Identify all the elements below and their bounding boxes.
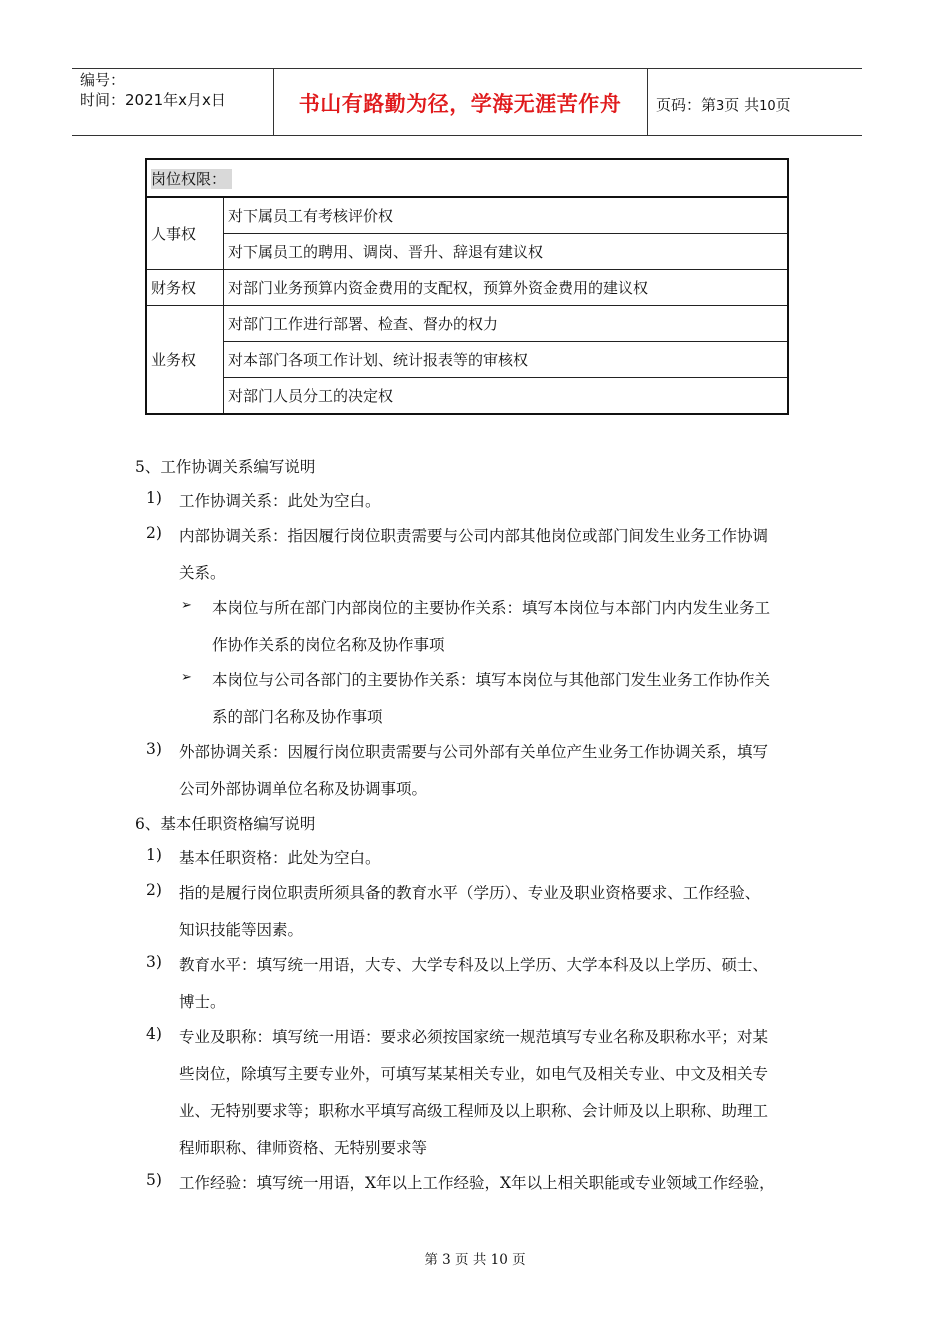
doc-time-label: 时间：2021年x月x日 [80, 91, 226, 109]
bullet-text: 作协作关系的岗位名称及协作事项 [212, 636, 445, 654]
list-item-text: 基本任职资格：此处为空白。 [179, 849, 381, 867]
list-item-text: 工作协调关系：此处为空白。 [179, 492, 381, 510]
page-number: 3 [716, 99, 725, 114]
list-item-text: 关系。 [179, 564, 226, 582]
arrow-bullet-icon: ➢ [181, 670, 192, 685]
list-item-text: 内部协调关系：指因履行岗位职责需要与公司内部其他岗位或部门间发生业务工作协调 [179, 527, 769, 545]
section-5-title: 5、工作协调关系编写说明 [135, 458, 316, 476]
bullet-text: 本岗位与所在部门内部岗位的主要协作关系：填写本岗位与本部门内内发生业务工 [212, 599, 771, 617]
header-motto: 书山有路勤为径，学海无涯苦作舟 [298, 92, 622, 116]
arrow-bullet-icon: ➢ [181, 598, 192, 613]
business-item: 对本部门各项工作计划、统计报表等的审核权 [224, 342, 789, 378]
list-item-text: 业、无特别要求等；职称水平填写高级工程师及以上职称、会计师及以上职称、助理工 [179, 1102, 769, 1120]
bullet-text: 系的部门名称及协作事项 [212, 708, 383, 726]
business-item: 对部门工作进行部署、检查、督办的权力 [224, 306, 789, 342]
header-top-rule [72, 68, 862, 69]
header-page-info [656, 94, 791, 115]
list-item-text: 公司外部协调单位名称及协调事项。 [179, 780, 428, 798]
list-item-text: 博士。 [179, 993, 226, 1011]
hr-category: 人事权 [146, 197, 224, 270]
section-6-title: 6、基本任职资格编写说明 [135, 815, 316, 833]
business-item: 对部门人员分工的决定权 [224, 378, 789, 415]
header-bottom-rule [72, 135, 862, 136]
finance-item: 对部门业务预算内资金费用的支配权，预算外资金费用的建议权 [224, 270, 789, 306]
list-number: 1) [146, 846, 162, 864]
list-item-text: 些岗位，除填写主要专业外，可填写某某相关专业，如电气及相关专业、中文及相关专 [179, 1065, 769, 1083]
list-item-text: 教育水平：填写统一用语，大专、大学专科及以上学历、大学本科及以上学历、硕士、 [179, 956, 769, 974]
list-number: 4) [146, 1025, 162, 1043]
table-title-cell [146, 159, 788, 197]
list-item-text: 知识技能等因素。 [179, 921, 304, 939]
page-label: 页码：第 [656, 96, 717, 114]
list-item-text: 指的是履行岗位职责所须具备的教育水平（学历）、专业及职业资格要求、工作经验、 [179, 884, 761, 902]
list-item-text: 专业及职称：填写统一用语：要求必须按国家统一规范填写专业名称及职称水平；对某 [179, 1028, 769, 1046]
header-meta [80, 70, 226, 110]
list-number: 2) [146, 881, 162, 899]
list-item-text: 程师职称、律师资格、无特别要求等 [179, 1139, 428, 1157]
header-divider [647, 69, 648, 135]
list-item-text: 外部协调关系：因履行岗位职责需要与公司外部有关单位产生业务工作协调关系，填写 [179, 743, 769, 761]
authority-table [145, 158, 789, 415]
list-number: 1) [146, 489, 162, 507]
table-title: 岗位权限： [151, 169, 232, 189]
business-category: 业务权 [146, 306, 224, 415]
list-number: 3) [146, 740, 162, 758]
list-item-text: 工作经验：填写统一用语，X年以上工作经验，X年以上相关职能或专业领域工作经验， [179, 1174, 775, 1192]
page-footer: 第 3 页 共 10 页 [424, 1252, 526, 1268]
list-number: 3) [146, 953, 162, 971]
page-total: 10 [759, 99, 776, 114]
list-number: 2) [146, 524, 162, 542]
list-number: 5) [146, 1171, 162, 1189]
hr-item: 对下属员工有考核评价权 [224, 197, 789, 234]
page-mid: 页 共 [724, 96, 760, 114]
finance-category: 财务权 [146, 270, 224, 306]
page-end: 页 [775, 96, 791, 114]
bullet-text: 本岗位与公司各部门的主要协作关系：填写本岗位与其他部门发生业务工作协作关 [212, 671, 771, 689]
doc-number-label: 编号： [80, 71, 126, 89]
hr-item: 对下属员工的聘用、调岗、晋升、辞退有建议权 [224, 234, 789, 270]
